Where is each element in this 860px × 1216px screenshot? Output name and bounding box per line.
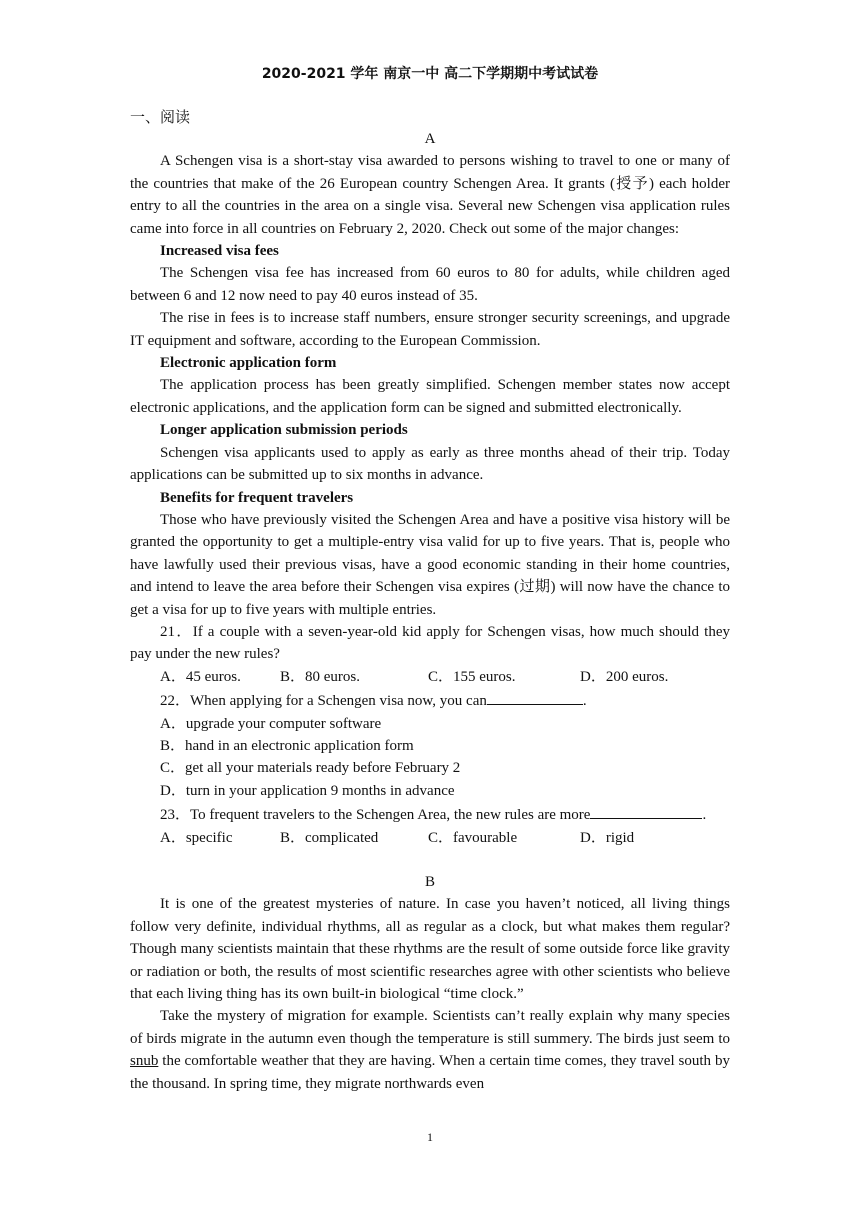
spacer [130, 849, 730, 871]
question-22-end: . [582, 693, 587, 710]
passage-a-label: A [424, 131, 436, 147]
passage-a-paragraph: Schengen visa applicants used to apply as early as three months ahead of their trip. Today applications can be submitted up to six months in advance. [130, 444, 730, 484]
reading-content [130, 128, 730, 1095]
question-23-text: 23．To frequent travelers to the Schengen Area, the new rules are more [160, 807, 591, 824]
question-22-text: 22．When applying for a Schengen visa now, you can [160, 693, 487, 710]
question-22-stem [130, 688, 730, 712]
option-a: A．45 euros. [160, 668, 241, 685]
passage-b-text: the comfortable weather that they are having. When a certain time comes, they travel south by the thousand. In spring time, they migrate northwards even [130, 1053, 730, 1092]
question-23-stem [130, 802, 730, 826]
section-heading: 一、阅读 [130, 108, 191, 126]
option-a: A．upgrade your computer software [160, 715, 382, 732]
passage-a-paragraph: The rise in fees is to increase staff numbers, ensure stronger security screenings, and upgrade IT equipment and software, according to the European Commission. [130, 310, 730, 349]
question-23-options [130, 827, 730, 849]
option-a: A．specific [160, 829, 233, 846]
option-c: C．favourable [428, 829, 518, 846]
option-c: C．155 euros. [428, 668, 516, 685]
option-d: D．rigid [580, 829, 635, 846]
option-b: B．hand in an electronic application form [160, 737, 414, 754]
option-b: B．complicated [280, 829, 379, 846]
passage-b-paragraph [130, 1005, 730, 1095]
passage-a-subheading: Longer application submission periods [160, 422, 408, 439]
question-21-stem: 21．If a couple with a seven-year-old kid apply for Schengen visas, how much should they pay under the new rules? [130, 623, 730, 663]
passage-b-text: Take the mystery of migration for example. Scientists can’t really explain why many species of birds migrate in the autumn even though the temperature is still summery. The birds just seem to [130, 1008, 730, 1047]
option-d: D．turn in your application 9 months in advance [160, 782, 455, 799]
underlined-word: snub [130, 1053, 159, 1070]
answer-blank [590, 802, 702, 819]
passage-a-subheading: Electronic application form [160, 355, 337, 372]
passage-a-subheading: Increased visa fees [160, 243, 279, 260]
passage-b-label: B [424, 874, 435, 890]
question-21-options [130, 666, 730, 688]
passage-a-paragraph: The Schengen visa fee has increased from 60 euros to 80 for adults, while children aged between 6 and 12 now need to pay 40 euros instead of 35. [130, 265, 730, 304]
option-b: B．80 euros. [280, 668, 360, 685]
option-c: C．get all your materials ready before February 2 [160, 760, 461, 777]
question-23-end: . [702, 807, 707, 824]
passage-a-paragraph: A Schengen visa is a short-stay visa awarded to persons wishing to travel to one or many of the countries that make of the 26 European country Schengen Area. It grants (授予) each holder entry to all the countries in the area on a single visa. Several new Schengen visa application rules came into force in all countries on February 2, 2020. Check out some of the major changes: [130, 153, 730, 237]
option-d: D．200 euros. [580, 668, 669, 685]
passage-b-paragraph: It is one of the greatest mysteries of nature. In case you haven’t noticed, all living things follow very definite, individual rhythms, all as regular as a clock, but what makes them regular? Though many scientists maintain that these rhythms are the result of some outside force like gravity or radiation or both, the results of most scientific researches agree with other scientists who believe that each living thing has its own built-in biological “time clock.” [130, 896, 730, 1003]
passage-a-paragraph: The application process has been greatly simplified. Schengen member states now accept electronic applications, and the application form can be signed and submitted electronically. [130, 377, 730, 416]
passage-a-subheading: Benefits for frequent travelers [160, 489, 354, 506]
page-number: 1 [427, 1130, 433, 1144]
page-title: 2020-2021 学年 南京一中 高二下学期期中考试试卷 [261, 66, 599, 82]
passage-a-paragraph: Those who have previously visited the Schengen Area and have a positive visa history will be granted the opportunity to get a multiple-entry visa valid for up to five years. That is, people who have lawfully used their previous visas, have a good economic standing in their home countries, and intend to leave the area before their Schengen visa expires (过期) will now have the chance to get a visa for up to five years with multiple entries. [130, 511, 730, 618]
answer-blank [487, 688, 583, 705]
